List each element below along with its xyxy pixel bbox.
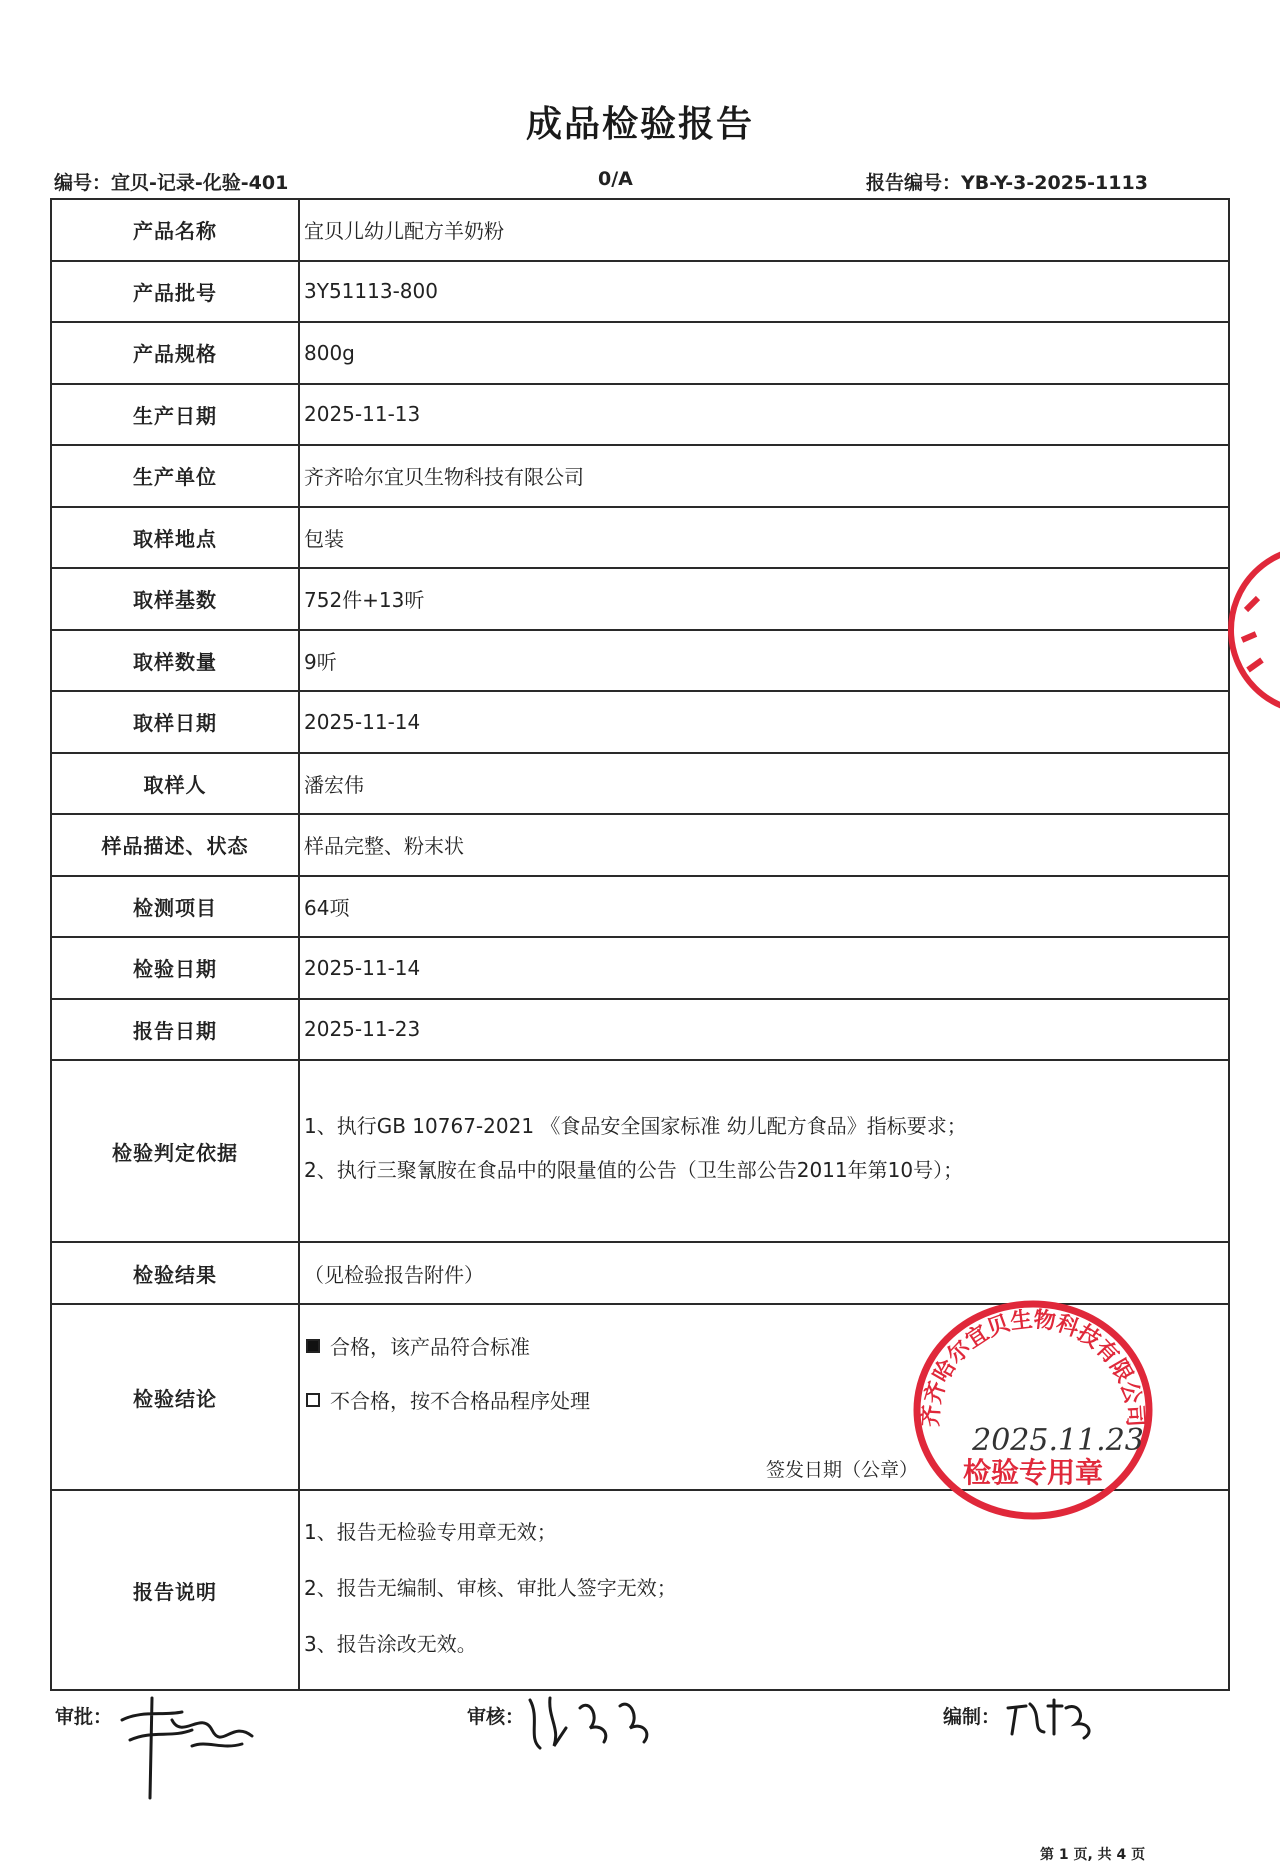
- row-label: 检验日期: [51, 937, 299, 999]
- option-fail-label: 不合格，按不合格品程序处理: [330, 1389, 590, 1413]
- note-line-2: 2、报告无编制、审核、审批人签字无效；: [304, 1576, 677, 1600]
- row-value: 2025-11-14: [299, 691, 1229, 753]
- row-label: 检验结果: [51, 1242, 299, 1304]
- row-value: 800g: [299, 322, 1229, 384]
- row-test-items: [51, 876, 1229, 938]
- row-label: 生产日期: [51, 384, 299, 446]
- row-label: 产品名称: [51, 199, 299, 261]
- seal-text: 齐齐哈尔宜贝生物科技有限公司: [918, 1307, 1148, 1428]
- row-value: 752件+13听: [299, 568, 1229, 630]
- reviewer-signature: [520, 1688, 680, 1758]
- compiler-signature: [1002, 1694, 1102, 1744]
- row-value: 包装: [299, 507, 1229, 569]
- row-manufacturer: [51, 445, 1229, 507]
- row-production-date: [51, 384, 1229, 446]
- row-value: 2025-11-23: [299, 999, 1229, 1061]
- inspection-seal-stamp: [908, 1292, 1158, 1528]
- row-sampler: [51, 753, 1229, 815]
- seal-subtitle: 检验专用章: [962, 1456, 1104, 1489]
- row-value: 潘宏伟: [299, 753, 1229, 815]
- note-line-1: 1、报告无检验专用章无效；: [304, 1520, 557, 1544]
- option-fail: [306, 1385, 590, 1414]
- row-label: 取样地点: [51, 507, 299, 569]
- row-value: 3Y51113-800: [299, 261, 1229, 323]
- row-label: 检验判定依据: [51, 1060, 299, 1242]
- row-label: 取样日期: [51, 691, 299, 753]
- row-label: 产品规格: [51, 322, 299, 384]
- row-spec: [51, 322, 1229, 384]
- option-pass-label: 合格，该产品符合标准: [330, 1335, 530, 1359]
- basis-line-1: 1、执行GB 10767-2021 《食品安全国家标准 幼儿配方食品》指标要求；: [304, 1114, 967, 1138]
- edge-seal-stamp: [1218, 540, 1280, 720]
- row-value: 64项: [299, 876, 1229, 938]
- row-label: 样品描述、状态: [51, 814, 299, 876]
- document-code: 编号：宜贝-记录-化验-401: [54, 172, 289, 194]
- report-number: 报告编号：YB-Y-3-2025-1113: [866, 172, 1148, 194]
- row-sampling-quantity: [51, 630, 1229, 692]
- row-label: 生产单位: [51, 445, 299, 507]
- row-value: 样品完整、粉末状: [299, 814, 1229, 876]
- row-sample-description: [51, 814, 1229, 876]
- unchecked-box-icon: [306, 1393, 320, 1407]
- row-label: 报告说明: [51, 1490, 299, 1690]
- row-label: 检验结论: [51, 1304, 299, 1490]
- row-report-date: [51, 999, 1229, 1061]
- row-batch-number: [51, 261, 1229, 323]
- row-value: 齐齐哈尔宜贝生物科技有限公司: [299, 445, 1229, 507]
- approver-signature: [112, 1690, 262, 1800]
- row-judgment-basis: [51, 1060, 1229, 1242]
- row-value: （见检验报告附件）: [299, 1242, 1229, 1304]
- sign-date-label: 签发日期（公章）: [766, 1459, 919, 1481]
- row-label: 检测项目: [51, 876, 299, 938]
- row-label: 产品批号: [51, 261, 299, 323]
- page-indicator: 第 1 页, 共 4 页: [1040, 1847, 1146, 1863]
- row-value: 宜贝儿幼儿配方羊奶粉: [299, 199, 1229, 261]
- row-product-name: [51, 199, 1229, 261]
- approver-label: 审批：: [55, 1706, 113, 1728]
- note-line-3: 3、报告涂改无效。: [304, 1632, 477, 1656]
- row-label: 取样人: [51, 753, 299, 815]
- row-sampling-base: [51, 568, 1229, 630]
- option-pass: [306, 1331, 530, 1360]
- report-title: 成品检验报告: [525, 104, 754, 145]
- basis-line-2: 2、执行三聚氰胺在食品中的限量值的公告（卫生部公告2011年第10号）；: [304, 1158, 964, 1182]
- row-sampling-site: [51, 507, 1229, 569]
- row-value: 2025-11-14: [299, 937, 1229, 999]
- row-label: 取样基数: [51, 568, 299, 630]
- compiler-label: 编制：: [943, 1706, 1001, 1728]
- row-value: 9听: [299, 630, 1229, 692]
- row-sampling-date: [51, 691, 1229, 753]
- row-inspection-date: [51, 937, 1229, 999]
- handwritten-date: 2025.11.23: [972, 1423, 1144, 1458]
- row-label: 报告日期: [51, 999, 299, 1061]
- row-value: 2025-11-13: [299, 384, 1229, 446]
- checked-box-icon: [306, 1339, 320, 1353]
- version-code: 0/A: [598, 168, 633, 190]
- reviewer-label: 审核：: [467, 1706, 525, 1728]
- row-label: 取样数量: [51, 630, 299, 692]
